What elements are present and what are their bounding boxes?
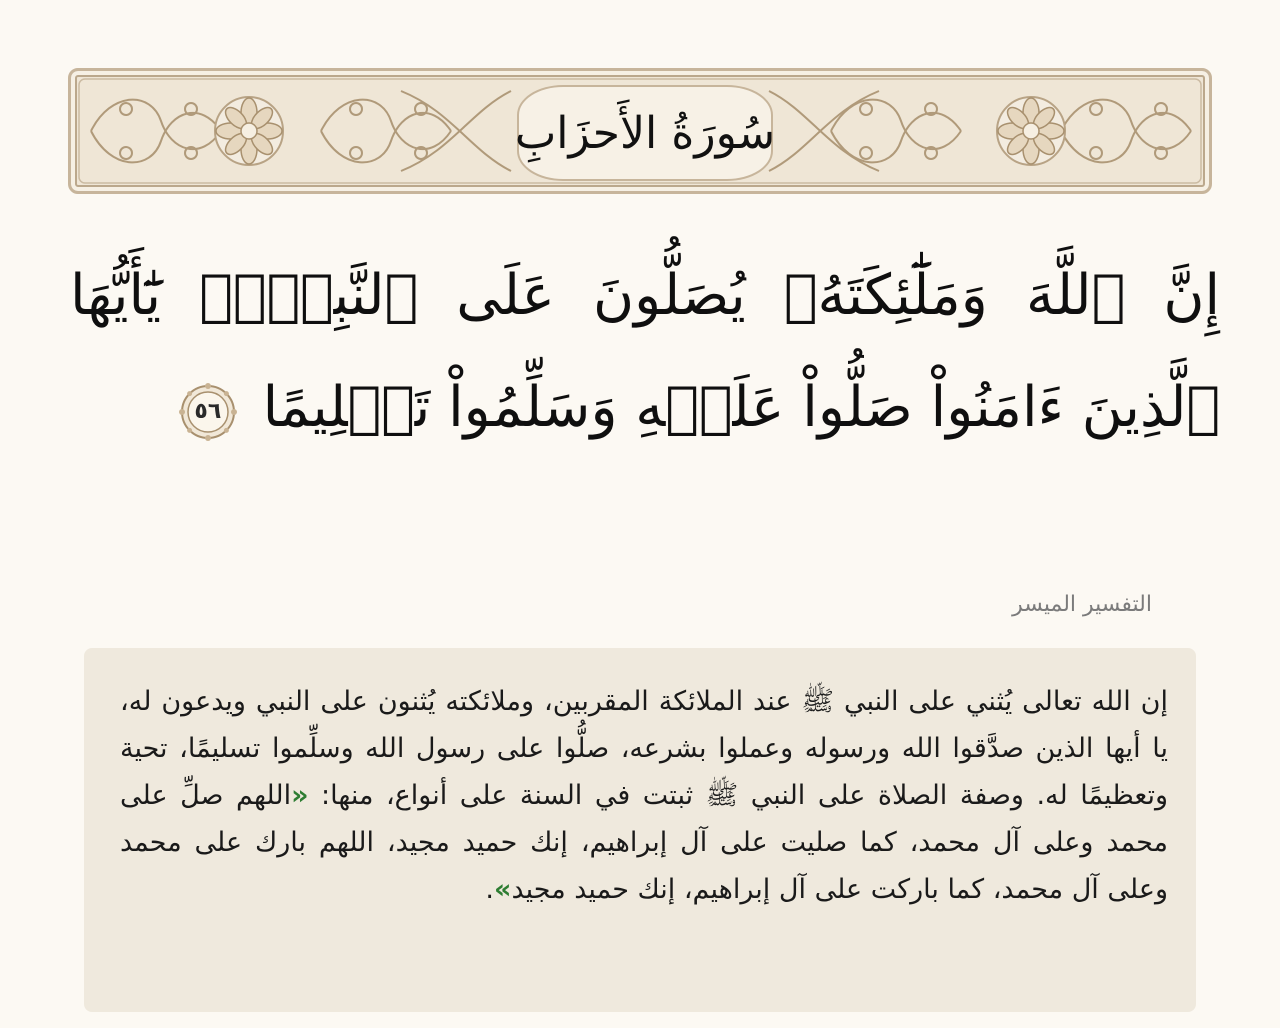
surah-header-banner — [68, 68, 1212, 194]
surah-title: سُورَةُ الأَحزَابِ — [514, 107, 776, 159]
tafsir-body: إن الله تعالى يُثني على النبي ﷺ عند الملائكة المقربين، وملائكته يُثنون على النبي ويدعون له، يا أيها الذين صدَّقوا الله ورسوله وعملوا بشرعه، صلُّوا على رسول الله وسلِّموا تسليمًا، تحية وتعظيمًا له. وصفة الصلاة على النبي ﷺ ثبتت في السنة على أنواع، منها: — [120, 686, 1168, 811]
ayah-number: ٥٦ — [194, 398, 222, 424]
quote-close-mark: » — [494, 874, 512, 905]
surah-title-plate — [514, 85, 776, 181]
tafsir-box — [84, 648, 1196, 1012]
ayah-text: إِنَّ ٱللَّهَ وَمَلَٰٓئِكَتَهُۥ يُصَلُّونَ عَلَى ٱلنَّبِيِّۚ يَٰٓأَيُّهَا ٱلَّذِينَ ءَامَنُواْ صَلُّواْ عَلَيۡهِ وَسَلِّمُواْ تَسۡلِيمًا — [70, 263, 1220, 440]
ayah-number-marker — [179, 383, 237, 441]
tafsir-text — [120, 678, 1168, 913]
quote-open-mark: « — [291, 780, 309, 811]
tafsir-quote: اللهم صلِّ على محمد وعلى آل محمد، كما صليت على آل إبراهيم، إنك حميد مجيد، اللهم بارك على محمد وعلى آل محمد، كما باركت على آل إبراهيم، إنك حميد مجيد — [120, 780, 1168, 905]
ayah-text-block — [70, 240, 1220, 464]
tafsir-end: . — [485, 874, 495, 905]
tafsir-source-label: التفسير الميسر — [1012, 592, 1152, 617]
